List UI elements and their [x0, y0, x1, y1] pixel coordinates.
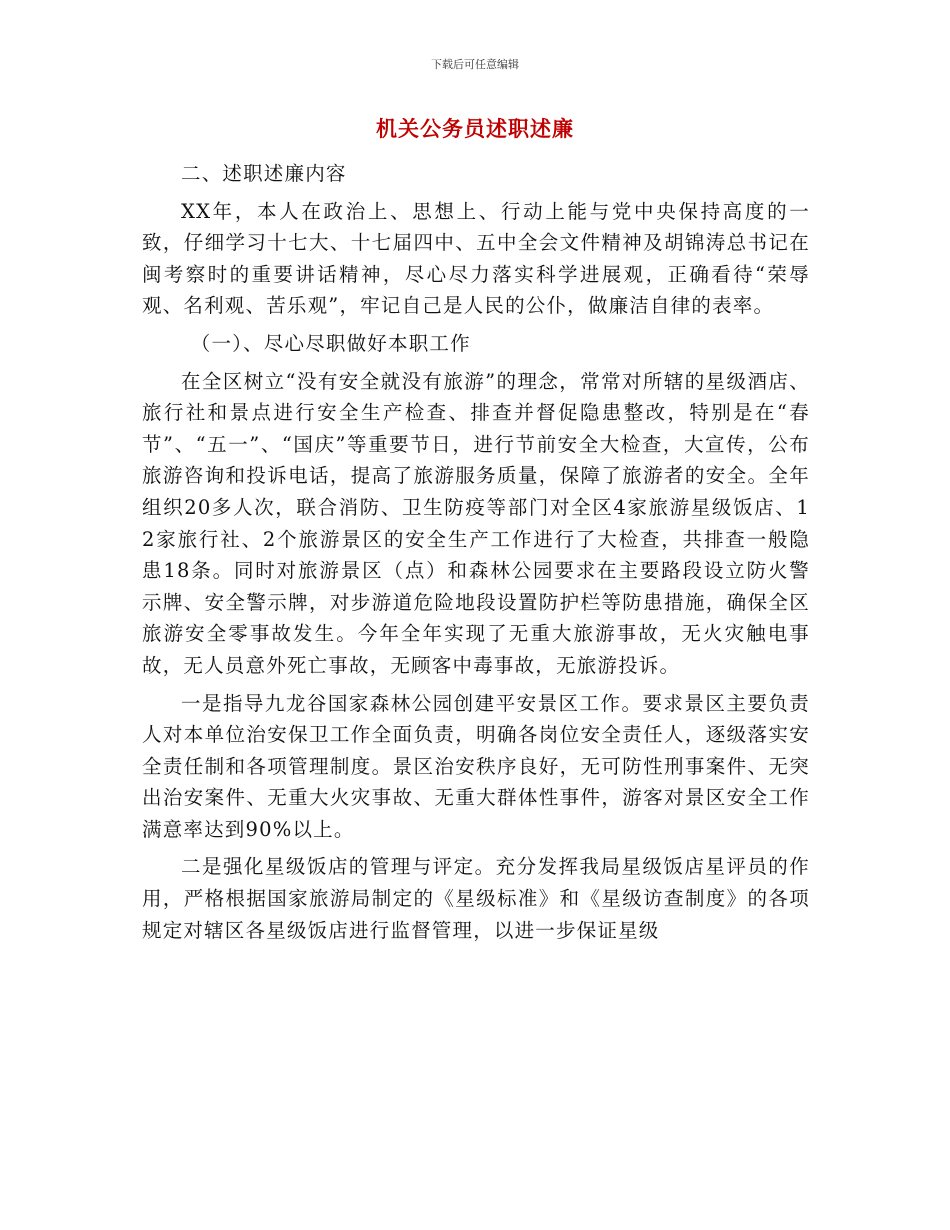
document-body — [142, 158, 810, 952]
document-title: 机关公务员述职述廉 — [376, 117, 574, 141]
subsection-heading: （一）、尽心尽职做好本职工作 — [190, 331, 471, 355]
paragraph: 一是指导九龙谷国家森林公园创建平安景区工作。要求景区主要负责人对本单位治安保卫工作全面负责，明确各岗位安全责任人，逐级落实安全责任制和各项管理制度。景区治安秩序良好，无可防性刑事案件、无突出治安案件、无重大火灾事故、无重大群体性事件，游客对景区安全工作满意率达到90%以上。 — [142, 691, 810, 841]
section-heading: 二、述职述廉内容 — [181, 162, 347, 185]
header-note: 下载后可任意编辑 — [431, 58, 519, 71]
paragraph: XX年，本人在政治上、思想上、行动上能与党中央保持高度的一致，仔细学习十七大、十七届四中、五中全会文件精神及胡锦涛总书记在闽考察时的重要讲话精神，尽心尽力落实科学进展观，正确看待“荣辱观、名利观、苦乐观”，牢记自己是人民的公仆，做廉洁自律的表率。 — [142, 199, 810, 318]
paragraph: 二是强化星级饭店的管理与评定。充分发挥我局星级饭店星评员的作用，严格根据国家旅游局制定的《星级标准》和《星级访查制度》的各项规定对辖区各星级饭店进行监督管理，以进一步保证星级 — [142, 855, 810, 942]
paragraph: 在全区树立“没有安全就没有旅游”的理念，常常对所辖的星级酒店、旅行社和景点进行安全生产检查、排查并督促隐患整改，特别是在“春节”、“五一”、“国庆”等重要节日，进行节前安全大检查，大宣传，公布旅游咨询和投诉电话，提高了旅游服务质量，保障了旅游者的安全。全年组织20多人次，联合消防、卫生防疫等部门对全区4家旅游星级饭店、12家旅行社、2个旅游景区的安全生产工作进行了大检查，共排查一般隐患18条。同时对旅游景区（点）和森林公园要求在主要路段设立防火警示牌、安全警示牌，对步游道危险地段设置防护栏等防患措施，确保全区旅游安全零事故发生。今年全年实现了无重大旅游事故，无火灾触电事故，无人员意外死亡事故，无顾客中毒事故，无旅游投诉。 — [142, 369, 810, 677]
